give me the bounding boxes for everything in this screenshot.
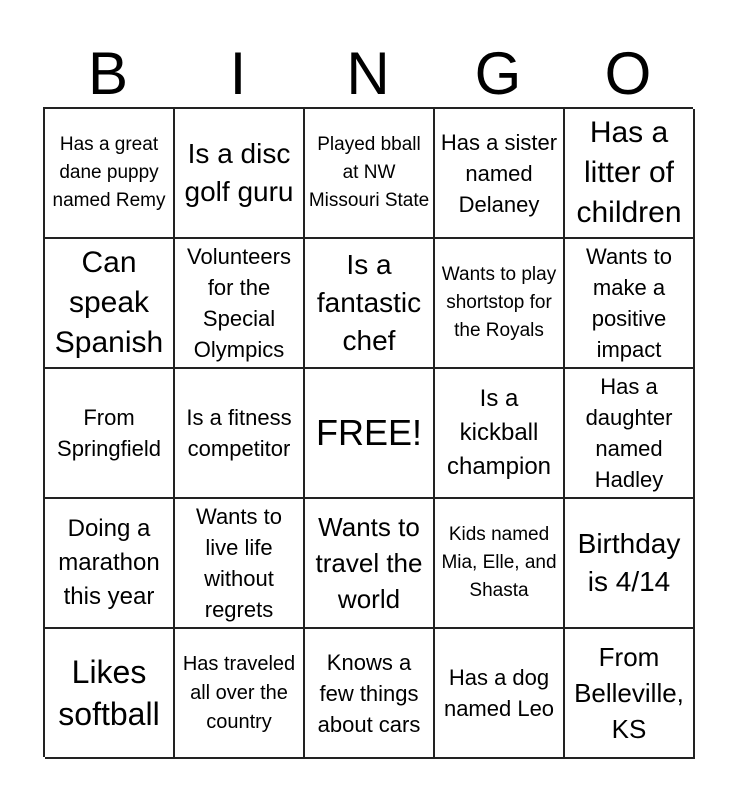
bingo-cell-text: Is a kickball champion (446, 385, 552, 480)
bingo-cell[interactable] (435, 499, 565, 629)
bingo-cell[interactable] (45, 369, 175, 499)
bingo-cell-text: Is a fitness competitor (186, 405, 292, 461)
header-letter-n: N (346, 40, 390, 107)
bingo-cell[interactable] (175, 239, 305, 369)
header-letter-o: O (604, 40, 652, 107)
bingo-cell-text: Has a sister named Delaney (440, 129, 558, 217)
bingo-cell-text: Has a dog named Leo (443, 665, 555, 721)
bingo-cell[interactable] (305, 109, 435, 239)
bingo-cell[interactable] (175, 109, 305, 239)
bingo-cell-text: Can speak Spanish (54, 246, 164, 359)
bingo-cell-text: Volunteers for the Special Olympics (187, 244, 291, 362)
bingo-cell-text: Kids named Mia, Elle, and Shasta (441, 524, 557, 601)
bingo-grid (43, 107, 693, 757)
bingo-cell[interactable] (175, 499, 305, 629)
bingo-cell[interactable] (305, 239, 435, 369)
bingo-cell-text: From Belleville, KS (574, 642, 684, 744)
bingo-cell-text: Wants to live life without regrets (196, 504, 282, 622)
bingo-header (43, 40, 693, 108)
bingo-cell-text: Birthday is 4/14 (577, 528, 681, 597)
bingo-cell-text: Played bball at NW Missouri State (308, 134, 430, 211)
bingo-cell-text: Has traveled all over the country (182, 652, 296, 733)
bingo-cell-text: Wants to travel the world (315, 512, 423, 614)
bingo-cell-text: Wants to play shortstop for the Royals (441, 264, 557, 341)
bingo-cell[interactable] (45, 629, 175, 759)
bingo-cell[interactable] (45, 109, 175, 239)
bingo-cell[interactable] (435, 629, 565, 759)
header-letter-b: B (87, 40, 129, 107)
bingo-cell-text: From Springfield (57, 405, 161, 461)
header-letter-g: G (474, 40, 522, 107)
bingo-cell[interactable] (45, 239, 175, 369)
bingo-cell-text: Doing a marathon this year (58, 515, 160, 610)
bingo-cell[interactable] (175, 629, 305, 759)
bingo-cell[interactable] (565, 499, 695, 629)
bingo-cell-text: Likes softball (58, 654, 160, 732)
header-letter-i: I (229, 40, 247, 107)
bingo-cell-text: Has a daughter named Hadley (585, 374, 673, 492)
bingo-cell[interactable] (305, 499, 435, 629)
bingo-cell[interactable] (435, 239, 565, 369)
bingo-cell-free[interactable] (305, 369, 435, 499)
bingo-cell-text: FREE! (315, 412, 422, 453)
bingo-cell[interactable] (565, 369, 695, 499)
bingo-cell-text: Has a great dane puppy named Remy (52, 134, 166, 211)
bingo-cell-text: Is a fantastic chef (316, 249, 422, 356)
bingo-cell-text: Is a disc golf guru (184, 138, 294, 207)
bingo-cell-text: Wants to make a positive impact (586, 244, 672, 362)
bingo-cell[interactable] (305, 629, 435, 759)
bingo-cell[interactable] (175, 369, 305, 499)
bingo-cell[interactable] (565, 239, 695, 369)
bingo-cell[interactable] (565, 109, 695, 239)
bingo-cell[interactable] (565, 629, 695, 759)
bingo-cell-text: Has a litter of children (576, 116, 682, 229)
bingo-cell[interactable] (435, 109, 565, 239)
bingo-cell[interactable] (45, 499, 175, 629)
bingo-cell[interactable] (435, 369, 565, 499)
bingo-cell-text: Knows a few things about cars (317, 649, 421, 737)
